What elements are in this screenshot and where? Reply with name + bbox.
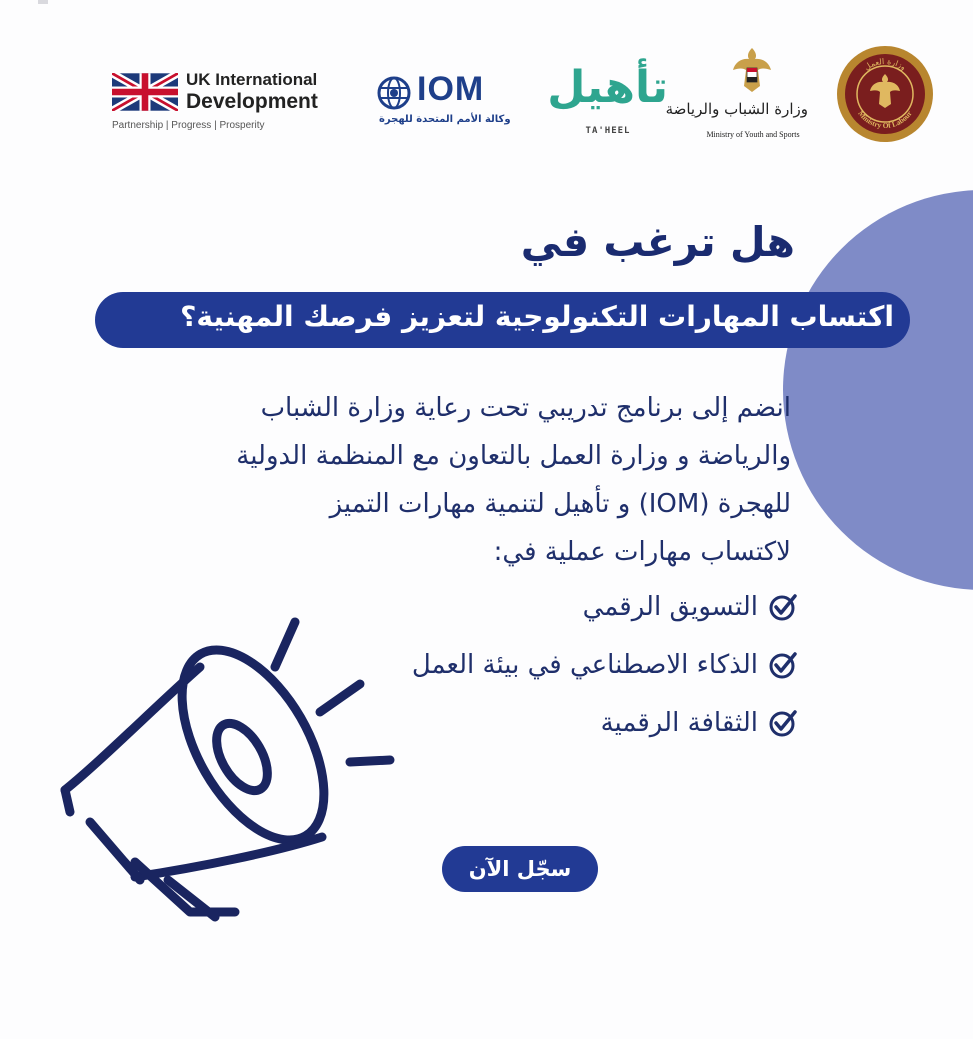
iom-subtitle: وكالة الأمم المتحدة للهجرة <box>379 114 511 125</box>
skill-label: الثقافة الرقمية <box>600 708 758 738</box>
headline-banner <box>95 292 910 348</box>
eagle-emblem-icon <box>730 46 774 94</box>
youth-ministry-english: Ministry of Youth and Sports <box>706 130 800 139</box>
iom-name: IOM <box>417 70 485 108</box>
labor-seal-english: Ministry Of Labour <box>856 108 914 131</box>
megaphone-icon <box>60 612 410 932</box>
skill-label: الذكاء الاصطناعي في بيئة العمل <box>411 650 758 680</box>
headline-text: اكتساب المهارات التكنولوجية لتعزيز فرصك المهنية؟ <box>180 300 894 333</box>
union-jack-icon <box>112 73 178 111</box>
uk-logo-line1: UK International <box>186 70 318 89</box>
register-now-button[interactable]: سجّل الآن <box>442 846 598 892</box>
taheel-logo <box>548 62 668 142</box>
check-circle-icon <box>768 708 798 738</box>
skill-label: التسويق الرقمي <box>582 592 758 622</box>
iom-logo <box>375 72 515 132</box>
intro-line: والرياضة و وزارة العمل بالتعاون مع المنظمة الدولية <box>236 441 791 471</box>
intro-line: للهجرة (IOM) و تأهيل لتنمية مهارات التميز <box>329 489 791 519</box>
youth-ministry-arabic: وزارة الشباب والرياضة <box>665 100 808 118</box>
top-mark <box>38 0 48 4</box>
taheel-latin: TA'HEEL <box>585 126 631 136</box>
youth-ministry-logo <box>665 46 808 146</box>
intro-paragraph <box>141 384 791 576</box>
uk-development-logo <box>112 70 342 140</box>
decorative-circle <box>783 190 973 590</box>
labor-seal-arabic: وزارة العمل <box>862 56 908 72</box>
intro-line: لاكتساب مهارات عملية في: <box>493 537 791 567</box>
intro-line: انضم إلى برنامج تدريبي تحت رعاية وزارة الشباب <box>260 393 791 423</box>
labor-ministry-seal <box>835 44 935 144</box>
uk-logo-tagline: Partnership | Progress | Prosperity <box>112 120 265 131</box>
uk-logo-line2: Development <box>186 90 318 113</box>
question-heading: هل ترغب في <box>520 218 795 266</box>
check-circle-icon <box>768 650 798 680</box>
check-circle-icon <box>768 592 798 622</box>
globe-icon <box>377 76 411 110</box>
taheel-name: تأهيل <box>547 62 668 113</box>
